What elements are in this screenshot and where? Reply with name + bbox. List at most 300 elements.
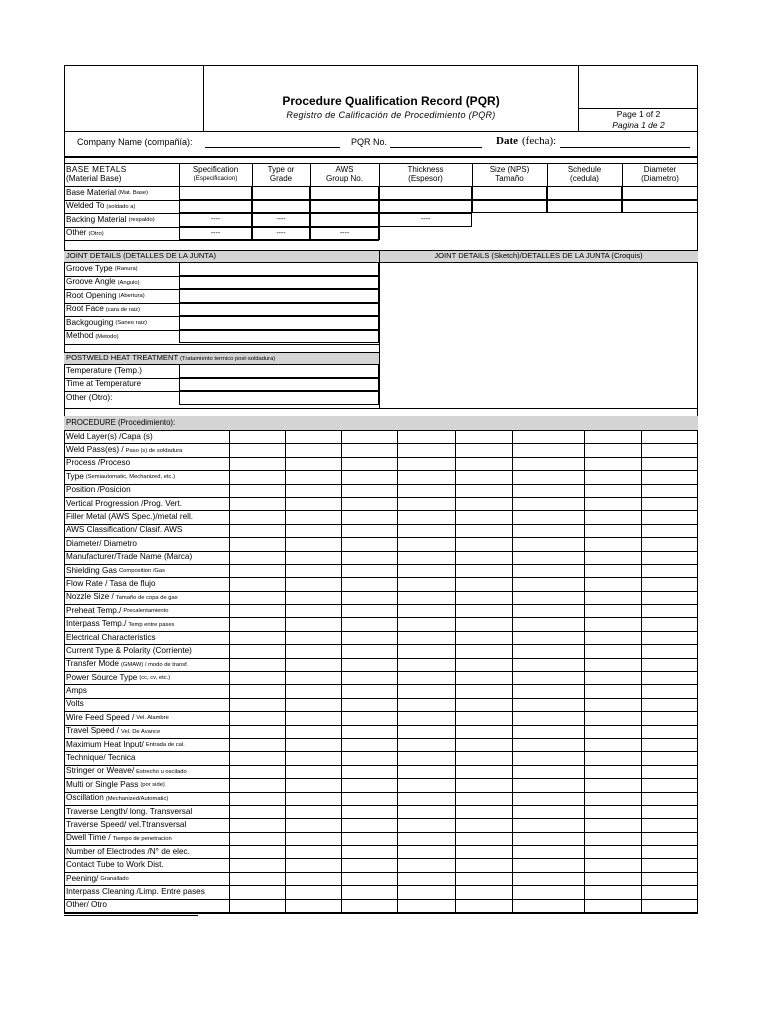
base-metals-input[interactable] — [379, 186, 472, 200]
procedure-input[interactable] — [229, 725, 285, 738]
procedure-input[interactable] — [584, 684, 641, 697]
procedure-input[interactable] — [229, 591, 285, 604]
procedure-input[interactable] — [285, 711, 341, 724]
procedure-input[interactable] — [285, 765, 341, 778]
procedure-input[interactable] — [512, 725, 584, 738]
procedure-input[interactable] — [285, 818, 341, 831]
base-metals-input[interactable] — [179, 200, 252, 214]
procedure-input[interactable] — [229, 684, 285, 697]
procedure-input[interactable] — [512, 858, 584, 871]
procedure-input[interactable] — [397, 591, 455, 604]
procedure-input[interactable] — [285, 658, 341, 671]
procedure-input[interactable] — [584, 885, 641, 898]
procedure-input[interactable] — [397, 671, 455, 684]
procedure-input[interactable] — [641, 591, 698, 604]
procedure-input[interactable] — [584, 537, 641, 550]
procedure-input[interactable] — [641, 484, 698, 497]
procedure-input[interactable] — [229, 551, 285, 564]
procedure-input[interactable] — [641, 671, 698, 684]
procedure-input[interactable] — [512, 551, 584, 564]
procedure-input[interactable] — [341, 537, 397, 550]
procedure-input[interactable] — [229, 577, 285, 590]
base-metals-input[interactable] — [622, 186, 698, 200]
procedure-input[interactable] — [455, 591, 512, 604]
procedure-input[interactable] — [641, 631, 698, 644]
base-metals-input[interactable] — [252, 200, 310, 214]
procedure-input[interactable] — [584, 577, 641, 590]
procedure-input[interactable] — [641, 818, 698, 831]
procedure-input[interactable] — [397, 818, 455, 831]
procedure-input[interactable] — [229, 443, 285, 456]
postweld-input[interactable] — [179, 391, 379, 405]
procedure-input[interactable] — [584, 818, 641, 831]
procedure-input[interactable] — [455, 858, 512, 871]
procedure-input[interactable] — [641, 564, 698, 577]
procedure-input[interactable] — [341, 792, 397, 805]
procedure-input[interactable] — [341, 778, 397, 791]
procedure-input[interactable] — [641, 899, 698, 912]
procedure-input[interactable] — [584, 725, 641, 738]
procedure-input[interactable] — [397, 470, 455, 483]
procedure-input[interactable] — [584, 617, 641, 630]
base-metals-input[interactable] — [472, 200, 547, 214]
procedure-input[interactable] — [584, 778, 641, 791]
procedure-input[interactable] — [512, 484, 584, 497]
procedure-input[interactable] — [341, 872, 397, 885]
procedure-input[interactable] — [455, 457, 512, 470]
procedure-input[interactable] — [512, 711, 584, 724]
procedure-input[interactable] — [584, 832, 641, 845]
procedure-input[interactable] — [285, 443, 341, 456]
procedure-input[interactable] — [584, 805, 641, 818]
procedure-input[interactable] — [512, 430, 584, 443]
procedure-input[interactable] — [229, 751, 285, 764]
procedure-input[interactable] — [512, 658, 584, 671]
procedure-input[interactable] — [285, 778, 341, 791]
procedure-input[interactable] — [341, 858, 397, 871]
procedure-input[interactable] — [341, 604, 397, 617]
procedure-input[interactable] — [512, 617, 584, 630]
procedure-input[interactable] — [455, 524, 512, 537]
procedure-input[interactable] — [641, 845, 698, 858]
procedure-input[interactable] — [455, 751, 512, 764]
procedure-input[interactable] — [455, 537, 512, 550]
procedure-input[interactable] — [584, 792, 641, 805]
procedure-input[interactable] — [229, 631, 285, 644]
procedure-input[interactable] — [455, 738, 512, 751]
procedure-input[interactable] — [397, 617, 455, 630]
joint-input[interactable] — [179, 316, 379, 330]
procedure-input[interactable] — [455, 845, 512, 858]
procedure-input[interactable] — [641, 551, 698, 564]
procedure-input[interactable] — [397, 577, 455, 590]
base-metals-input[interactable] — [547, 200, 622, 214]
procedure-input[interactable] — [455, 765, 512, 778]
procedure-input[interactable] — [229, 805, 285, 818]
procedure-input[interactable] — [285, 885, 341, 898]
procedure-input[interactable] — [341, 591, 397, 604]
procedure-input[interactable] — [512, 818, 584, 831]
procedure-input[interactable] — [285, 684, 341, 697]
procedure-input[interactable] — [229, 832, 285, 845]
procedure-input[interactable] — [285, 671, 341, 684]
procedure-input[interactable] — [455, 658, 512, 671]
procedure-input[interactable] — [341, 524, 397, 537]
procedure-input[interactable] — [512, 457, 584, 470]
base-metals-input[interactable] — [547, 186, 622, 200]
procedure-input[interactable] — [341, 631, 397, 644]
procedure-input[interactable] — [584, 604, 641, 617]
procedure-input[interactable] — [285, 832, 341, 845]
procedure-input[interactable] — [397, 711, 455, 724]
procedure-input[interactable] — [397, 537, 455, 550]
procedure-input[interactable] — [285, 591, 341, 604]
procedure-input[interactable] — [512, 524, 584, 537]
procedure-input[interactable] — [285, 484, 341, 497]
procedure-input[interactable] — [285, 617, 341, 630]
procedure-input[interactable] — [341, 818, 397, 831]
procedure-input[interactable] — [641, 765, 698, 778]
procedure-input[interactable] — [641, 470, 698, 483]
procedure-input[interactable] — [512, 591, 584, 604]
procedure-input[interactable] — [285, 577, 341, 590]
procedure-input[interactable] — [397, 872, 455, 885]
procedure-input[interactable] — [641, 510, 698, 523]
procedure-input[interactable] — [512, 899, 584, 912]
procedure-input[interactable] — [641, 457, 698, 470]
procedure-input[interactable] — [641, 537, 698, 550]
procedure-input[interactable] — [455, 484, 512, 497]
procedure-input[interactable] — [285, 698, 341, 711]
procedure-input[interactable] — [229, 537, 285, 550]
procedure-input[interactable] — [641, 778, 698, 791]
procedure-input[interactable] — [285, 551, 341, 564]
procedure-input[interactable] — [455, 711, 512, 724]
procedure-input[interactable] — [229, 510, 285, 523]
joint-input[interactable] — [179, 330, 379, 344]
procedure-input[interactable] — [397, 792, 455, 805]
procedure-input[interactable] — [341, 885, 397, 898]
base-metals-input[interactable] — [472, 186, 547, 200]
procedure-input[interactable] — [584, 457, 641, 470]
procedure-input[interactable] — [584, 430, 641, 443]
procedure-input[interactable] — [512, 470, 584, 483]
procedure-input[interactable] — [341, 765, 397, 778]
procedure-input[interactable] — [512, 577, 584, 590]
procedure-input[interactable] — [285, 564, 341, 577]
procedure-input[interactable] — [455, 684, 512, 697]
procedure-input[interactable] — [397, 484, 455, 497]
base-metals-input[interactable] — [310, 186, 379, 200]
procedure-input[interactable] — [397, 738, 455, 751]
procedure-input[interactable] — [641, 725, 698, 738]
procedure-input[interactable] — [584, 470, 641, 483]
procedure-input[interactable] — [285, 537, 341, 550]
procedure-input[interactable] — [584, 872, 641, 885]
procedure-input[interactable] — [229, 858, 285, 871]
procedure-input[interactable] — [641, 617, 698, 630]
procedure-input[interactable] — [285, 751, 341, 764]
procedure-input[interactable] — [341, 738, 397, 751]
procedure-input[interactable] — [397, 725, 455, 738]
procedure-input[interactable] — [397, 644, 455, 657]
procedure-input[interactable] — [641, 805, 698, 818]
procedure-input[interactable] — [229, 792, 285, 805]
procedure-input[interactable] — [341, 751, 397, 764]
procedure-input[interactable] — [229, 604, 285, 617]
procedure-input[interactable] — [341, 832, 397, 845]
procedure-input[interactable] — [229, 658, 285, 671]
procedure-input[interactable] — [641, 443, 698, 456]
procedure-input[interactable] — [341, 725, 397, 738]
procedure-input[interactable] — [229, 671, 285, 684]
procedure-input[interactable] — [397, 430, 455, 443]
procedure-input[interactable] — [229, 899, 285, 912]
procedure-input[interactable] — [584, 497, 641, 510]
procedure-input[interactable] — [584, 899, 641, 912]
procedure-input[interactable] — [455, 617, 512, 630]
procedure-input[interactable] — [397, 751, 455, 764]
procedure-input[interactable] — [341, 644, 397, 657]
procedure-input[interactable] — [584, 765, 641, 778]
procedure-input[interactable] — [455, 872, 512, 885]
procedure-input[interactable] — [584, 564, 641, 577]
procedure-input[interactable] — [584, 591, 641, 604]
procedure-input[interactable] — [455, 443, 512, 456]
procedure-input[interactable] — [641, 684, 698, 697]
base-metals-input[interactable] — [622, 200, 698, 214]
procedure-input[interactable] — [229, 617, 285, 630]
procedure-input[interactable] — [455, 885, 512, 898]
joint-sketch-area[interactable] — [379, 262, 698, 408]
procedure-input[interactable] — [229, 711, 285, 724]
procedure-input[interactable] — [285, 510, 341, 523]
procedure-input[interactable] — [641, 497, 698, 510]
procedure-input[interactable] — [229, 644, 285, 657]
procedure-input[interactable] — [641, 711, 698, 724]
procedure-input[interactable] — [397, 510, 455, 523]
procedure-input[interactable] — [455, 644, 512, 657]
procedure-input[interactable] — [397, 551, 455, 564]
procedure-input[interactable] — [341, 698, 397, 711]
procedure-input[interactable] — [455, 818, 512, 831]
procedure-input[interactable] — [397, 684, 455, 697]
procedure-input[interactable] — [341, 497, 397, 510]
procedure-input[interactable] — [584, 858, 641, 871]
procedure-input[interactable] — [341, 551, 397, 564]
procedure-input[interactable] — [584, 738, 641, 751]
procedure-input[interactable] — [512, 497, 584, 510]
base-metals-input[interactable] — [310, 213, 379, 227]
procedure-input[interactable] — [285, 738, 341, 751]
procedure-input[interactable] — [397, 698, 455, 711]
procedure-input[interactable] — [397, 631, 455, 644]
procedure-input[interactable] — [341, 711, 397, 724]
procedure-input[interactable] — [641, 644, 698, 657]
joint-input[interactable] — [179, 289, 379, 303]
base-metals-input[interactable] — [179, 186, 252, 200]
date-field[interactable] — [560, 147, 690, 148]
procedure-input[interactable] — [229, 818, 285, 831]
procedure-input[interactable] — [512, 510, 584, 523]
procedure-input[interactable] — [512, 885, 584, 898]
base-metals-input[interactable] — [310, 200, 379, 214]
procedure-input[interactable] — [584, 671, 641, 684]
base-metals-input[interactable] — [252, 186, 310, 200]
procedure-input[interactable] — [512, 671, 584, 684]
procedure-input[interactable] — [641, 872, 698, 885]
procedure-input[interactable] — [455, 564, 512, 577]
procedure-input[interactable] — [341, 684, 397, 697]
procedure-input[interactable] — [341, 845, 397, 858]
procedure-input[interactable] — [641, 698, 698, 711]
company-name-field[interactable] — [205, 147, 340, 148]
procedure-input[interactable] — [285, 899, 341, 912]
procedure-input[interactable] — [584, 698, 641, 711]
procedure-input[interactable] — [341, 805, 397, 818]
procedure-input[interactable] — [455, 604, 512, 617]
procedure-input[interactable] — [641, 604, 698, 617]
procedure-input[interactable] — [512, 684, 584, 697]
procedure-input[interactable] — [285, 430, 341, 443]
joint-input[interactable] — [179, 262, 379, 276]
procedure-input[interactable] — [455, 899, 512, 912]
procedure-input[interactable] — [455, 832, 512, 845]
procedure-input[interactable] — [512, 604, 584, 617]
procedure-input[interactable] — [512, 644, 584, 657]
procedure-input[interactable] — [455, 551, 512, 564]
procedure-input[interactable] — [512, 832, 584, 845]
procedure-input[interactable] — [229, 778, 285, 791]
procedure-input[interactable] — [285, 845, 341, 858]
procedure-input[interactable] — [285, 858, 341, 871]
procedure-input[interactable] — [455, 725, 512, 738]
procedure-input[interactable] — [584, 524, 641, 537]
procedure-input[interactable] — [584, 631, 641, 644]
procedure-input[interactable] — [285, 725, 341, 738]
procedure-input[interactable] — [229, 497, 285, 510]
procedure-input[interactable] — [397, 457, 455, 470]
procedure-input[interactable] — [455, 470, 512, 483]
procedure-input[interactable] — [584, 551, 641, 564]
postweld-input[interactable] — [179, 364, 379, 378]
procedure-input[interactable] — [455, 631, 512, 644]
procedure-input[interactable] — [641, 832, 698, 845]
procedure-input[interactable] — [512, 845, 584, 858]
procedure-input[interactable] — [341, 617, 397, 630]
procedure-input[interactable] — [455, 671, 512, 684]
joint-input[interactable] — [179, 276, 379, 290]
procedure-input[interactable] — [285, 604, 341, 617]
procedure-input[interactable] — [641, 738, 698, 751]
procedure-input[interactable] — [229, 738, 285, 751]
procedure-input[interactable] — [229, 484, 285, 497]
procedure-input[interactable] — [341, 899, 397, 912]
procedure-input[interactable] — [512, 765, 584, 778]
procedure-input[interactable] — [397, 443, 455, 456]
procedure-input[interactable] — [285, 524, 341, 537]
base-metals-input[interactable] — [379, 200, 472, 214]
procedure-input[interactable] — [285, 792, 341, 805]
procedure-input[interactable] — [397, 845, 455, 858]
procedure-input[interactable] — [397, 858, 455, 871]
procedure-input[interactable] — [341, 577, 397, 590]
procedure-input[interactable] — [455, 792, 512, 805]
procedure-input[interactable] — [229, 765, 285, 778]
procedure-input[interactable] — [455, 577, 512, 590]
procedure-input[interactable] — [584, 658, 641, 671]
procedure-input[interactable] — [512, 778, 584, 791]
procedure-input[interactable] — [512, 792, 584, 805]
procedure-input[interactable] — [641, 524, 698, 537]
procedure-input[interactable] — [512, 698, 584, 711]
procedure-input[interactable] — [285, 497, 341, 510]
procedure-input[interactable] — [229, 564, 285, 577]
procedure-input[interactable] — [455, 430, 512, 443]
procedure-input[interactable] — [584, 510, 641, 523]
procedure-input[interactable] — [455, 805, 512, 818]
procedure-input[interactable] — [455, 778, 512, 791]
procedure-input[interactable] — [641, 885, 698, 898]
procedure-input[interactable] — [229, 885, 285, 898]
procedure-input[interactable] — [285, 872, 341, 885]
procedure-input[interactable] — [397, 524, 455, 537]
procedure-input[interactable] — [341, 564, 397, 577]
procedure-input[interactable] — [584, 845, 641, 858]
procedure-input[interactable] — [512, 751, 584, 764]
procedure-input[interactable] — [641, 430, 698, 443]
procedure-input[interactable] — [229, 430, 285, 443]
procedure-input[interactable] — [512, 443, 584, 456]
procedure-input[interactable] — [341, 658, 397, 671]
procedure-input[interactable] — [641, 751, 698, 764]
procedure-input[interactable] — [229, 872, 285, 885]
procedure-input[interactable] — [397, 832, 455, 845]
procedure-input[interactable] — [584, 751, 641, 764]
procedure-input[interactable] — [512, 537, 584, 550]
procedure-input[interactable] — [397, 885, 455, 898]
procedure-input[interactable] — [341, 443, 397, 456]
procedure-input[interactable] — [229, 698, 285, 711]
procedure-input[interactable] — [285, 470, 341, 483]
procedure-input[interactable] — [397, 497, 455, 510]
procedure-input[interactable] — [584, 711, 641, 724]
procedure-input[interactable] — [397, 564, 455, 577]
procedure-input[interactable] — [229, 524, 285, 537]
procedure-input[interactable] — [285, 631, 341, 644]
procedure-input[interactable] — [229, 845, 285, 858]
procedure-input[interactable] — [285, 805, 341, 818]
procedure-input[interactable] — [512, 738, 584, 751]
procedure-input[interactable] — [229, 470, 285, 483]
procedure-input[interactable] — [285, 457, 341, 470]
procedure-input[interactable] — [455, 510, 512, 523]
procedure-input[interactable] — [641, 858, 698, 871]
procedure-input[interactable] — [584, 484, 641, 497]
procedure-input[interactable] — [397, 778, 455, 791]
procedure-input[interactable] — [397, 805, 455, 818]
procedure-input[interactable] — [455, 698, 512, 711]
procedure-input[interactable] — [512, 631, 584, 644]
procedure-input[interactable] — [341, 484, 397, 497]
procedure-input[interactable] — [641, 577, 698, 590]
procedure-input[interactable] — [341, 671, 397, 684]
procedure-input[interactable] — [341, 457, 397, 470]
procedure-input[interactable] — [341, 510, 397, 523]
procedure-input[interactable] — [285, 644, 341, 657]
procedure-input[interactable] — [512, 872, 584, 885]
procedure-input[interactable] — [229, 457, 285, 470]
